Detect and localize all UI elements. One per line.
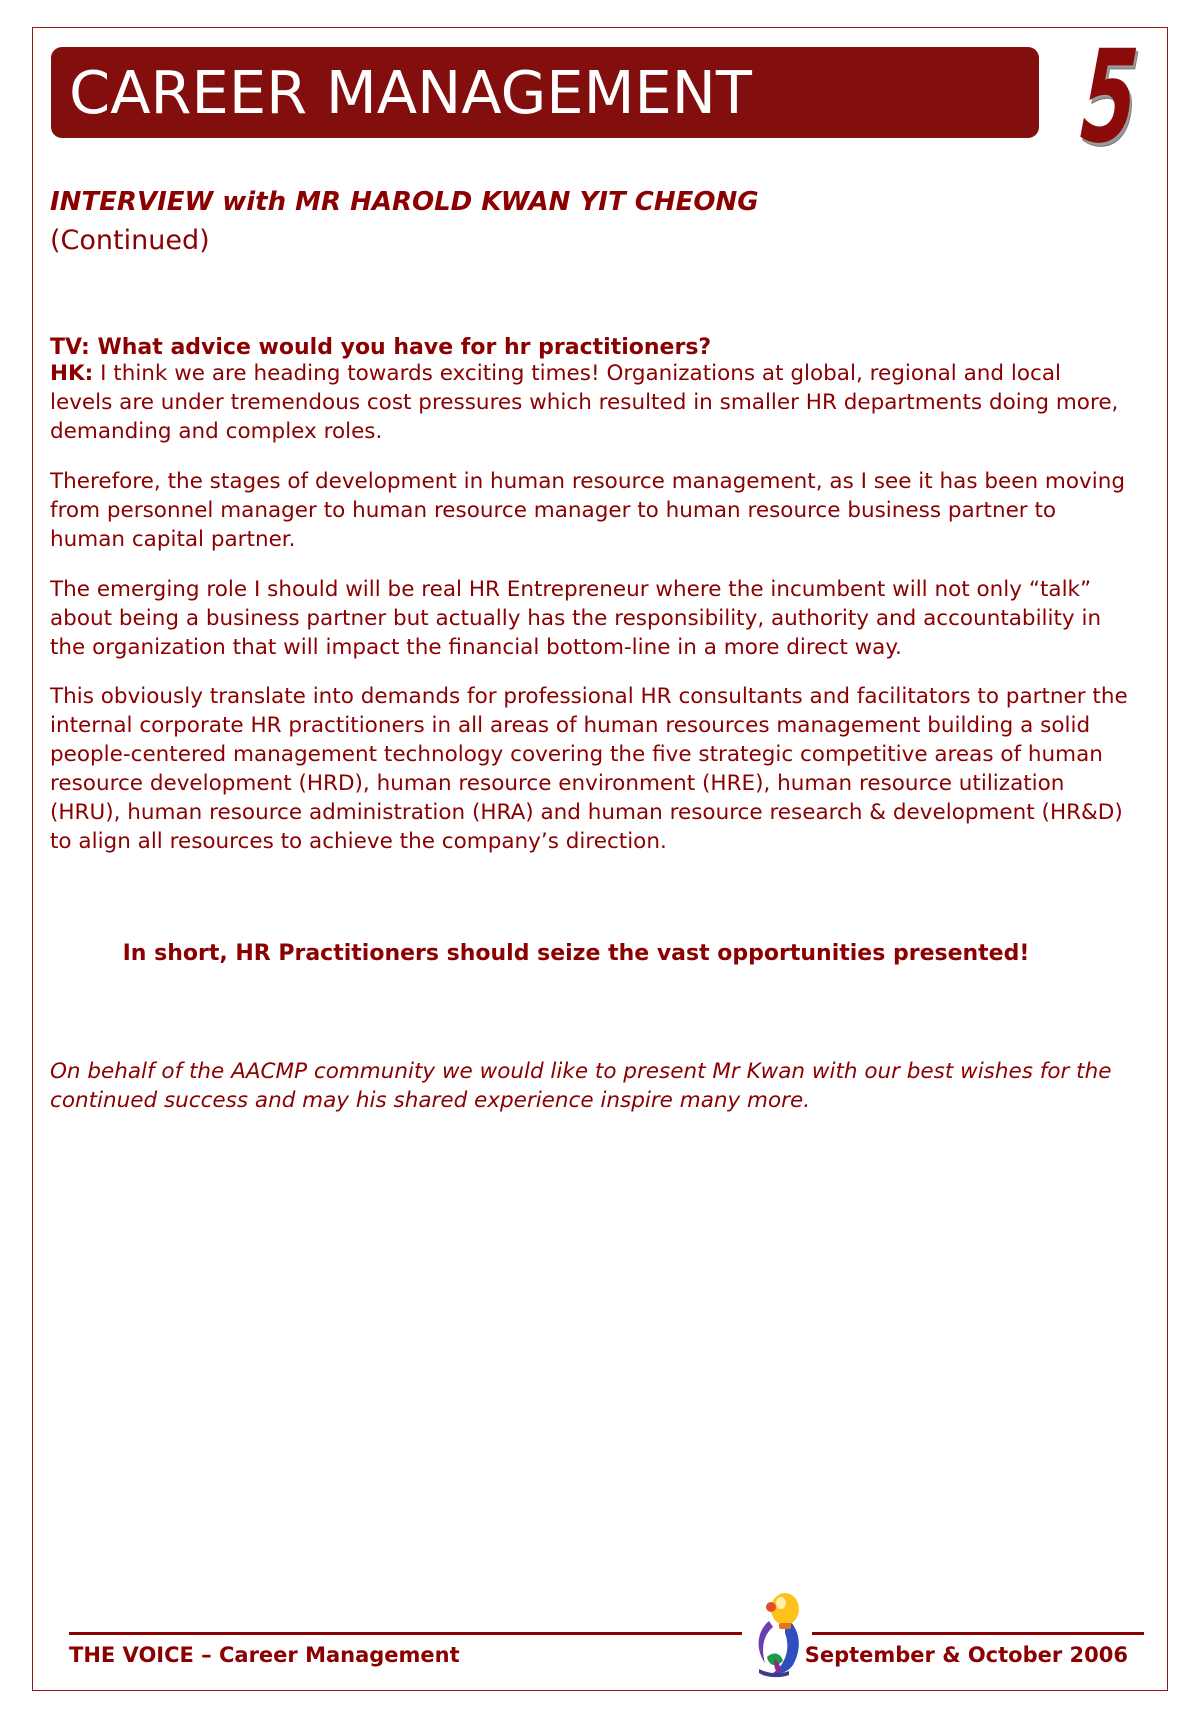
footer-publication: THE VOICE – Career Management <box>69 1643 460 1667</box>
article-subtitle: (Continued) <box>50 225 210 256</box>
closing-statement-text: In short, HR Practitioners should seize the vast opportunities presented! <box>122 941 1030 966</box>
header-banner <box>51 47 1039 138</box>
footer-divider-right <box>812 1632 1144 1635</box>
answer-text-1: I think we are heading towards exciting times! Organizations at global, regional and local levels are under tremendous cost pressures which resulted in smaller HR departments doing more, demanding and complex roles. <box>50 361 1119 444</box>
closing-statement <box>0 941 1200 966</box>
answer-paragraph-4: This obviously translate into demands for professional HR consultants and facilitators to partner the internal corporate HR practitioners in all areas of human resources management building a solid people-centered management technology covering the five strategic competitive areas of human resource development (HRD), human resource environment (HRE), human resource utilization (HRU), human resource administration (HRA) and human resource research & development (HR&D) to align all resources to achieve the company’s direction. <box>50 684 1128 854</box>
answer-paragraph-1 <box>50 359 1130 446</box>
footer-divider-left <box>69 1632 742 1635</box>
interview-question: TV: What advice would you have for hr practitioners? <box>50 335 712 360</box>
page-number: 5 <box>1077 23 1142 172</box>
answer-speaker: HK: <box>50 361 94 386</box>
page-frame <box>32 23 1168 1691</box>
footer-date: September & October 2006 <box>804 1643 1128 1667</box>
page-title: CAREER MANAGEMENT <box>69 58 752 127</box>
article-title: INTERVIEW with MR HAROLD KWAN YIT CHEONG <box>50 187 759 217</box>
answer-paragraph-3: The emerging role I should will be real HR Entrepreneur where the incumbent will not only “talk” about being a business partner but actually has the responsibility, authority and accountability in the organization that will impact the financial bottom-line in a more direct way. <box>50 577 1102 660</box>
tribute-text: On behalf of the AACMP community we would like to present Mr Kwan with our best wishes for the continued success and may his shared experience inspire many more. <box>50 1059 1112 1113</box>
answer-paragraph-2: Therefore, the stages of development in human resource management, as I see it has been moving from personnel manager to human resource manager to human resource business partner to human capital partner. <box>50 469 1125 552</box>
